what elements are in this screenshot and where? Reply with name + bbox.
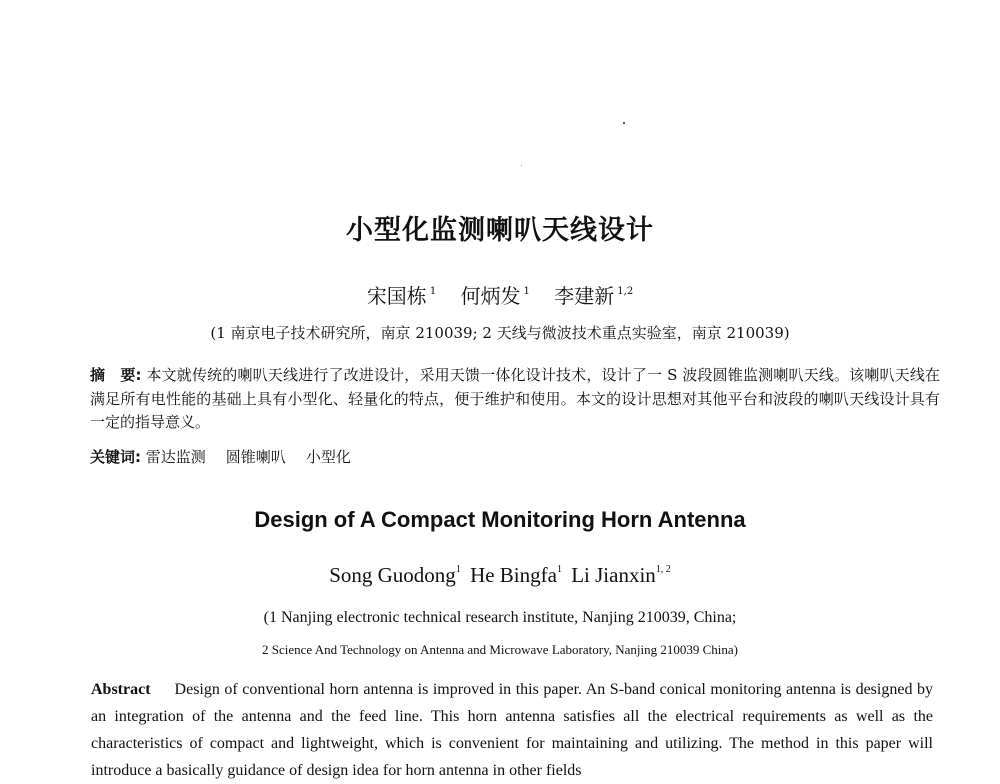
keyword: 小型化 <box>305 448 351 466</box>
chinese-author <box>367 284 436 308</box>
author-affiliation-mark: 1 <box>429 286 437 297</box>
chinese-abstract-text: 本文就传统的喇叭天线进行了改进设计，采用天馈一体化设计技术，设计了一 S 波段圆锥监测喇叭天线。该喇叭天线在满足所有电性能的基础上具有小型化、轻量化的特点，便于维护和使用。本文的设计思想对其他平台和波段的喇叭天线设计具有一定的指导意义。 <box>90 366 941 431</box>
chinese-author <box>461 284 530 308</box>
english-affiliation-1: (1 Nanjing electronic technical research institute, Nanjing 210039, China; <box>263 609 737 626</box>
author-affiliation-mark: 1 <box>556 564 562 575</box>
author-affiliation-mark: 1, 2 <box>655 564 671 575</box>
scan-speck <box>521 165 522 166</box>
english-abstract <box>91 676 933 784</box>
author-affiliation-mark: 1,2 <box>617 286 634 297</box>
chinese-author <box>554 284 633 308</box>
chinese-authors <box>0 280 1000 309</box>
english-title: Design of A Compact Monitoring Horn Antenna <box>254 507 746 532</box>
english-author <box>329 563 461 587</box>
chinese-keywords <box>90 446 940 467</box>
author-affiliation-mark: 1 <box>455 564 461 575</box>
author-name: 宋国栋 <box>366 284 427 308</box>
english-abstract-label: Abstract <box>91 681 151 698</box>
english-affiliation-2: 2 Science And Technology on Antenna and Microwave Laboratory, Nanjing 210039 China) <box>261 642 738 657</box>
keyword: 圆锥喇叭 <box>225 448 286 466</box>
chinese-abstract <box>90 364 940 435</box>
chinese-title: 小型化监测喇叭天线设计 <box>346 215 654 246</box>
author-name: He Bingfa <box>470 563 557 587</box>
english-author <box>470 563 562 587</box>
keyword: 雷达监测 <box>145 448 206 466</box>
chinese-keywords-label: 关键词: <box>90 448 141 466</box>
author-affiliation-mark: 1 <box>523 286 530 297</box>
author-name: Song Guodong <box>329 563 456 587</box>
author-name: 何炳发 <box>460 284 521 308</box>
author-name: 李建新 <box>554 284 615 308</box>
author-name: Li Jianxin <box>571 563 656 587</box>
english-abstract-text: Design of conventional horn antenna is improved in this paper. An S-band conical monitoring antenna is designed by an integration of the antenna and the feed line. This horn antenna satisfies all the electrical requirements as well as the characteristics of compact and lightweight, which is convenient for maintaining and utilizing. The method in this paper will introduce a basically guidance of design idea for horn antenna in other fields <box>91 681 933 779</box>
chinese-abstract-label: 摘 要: <box>90 366 142 384</box>
scan-speck <box>623 122 625 124</box>
english-author <box>571 563 671 587</box>
chinese-affiliation: (1 南京电子技术研究所，南京 210039; 2 天线与微波技术重点实验室，南京 210039) <box>210 324 790 342</box>
english-authors <box>0 563 1000 588</box>
